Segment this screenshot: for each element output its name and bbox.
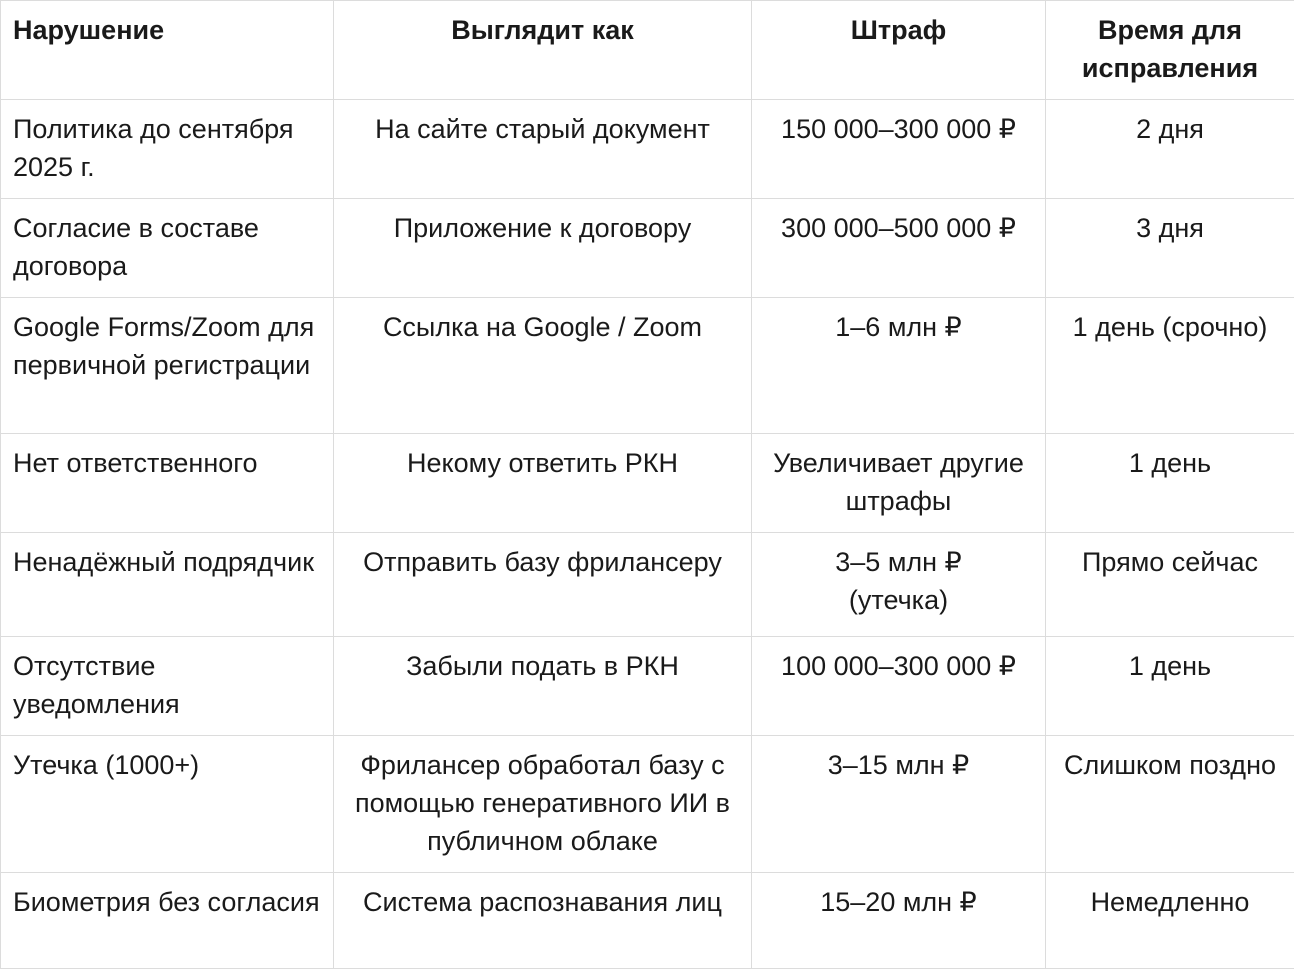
cell-fine: 100 000–300 000 ₽ xyxy=(752,637,1046,736)
cell-fix-time: Слишком поздно xyxy=(1046,736,1294,873)
table-row xyxy=(1,637,1294,736)
header-looks-like: Выглядит как xyxy=(334,1,752,100)
cell-fine: 150 000–300 000 ₽ xyxy=(752,100,1046,199)
cell-fix-time: 1 день (срочно) xyxy=(1046,298,1294,434)
cell-fine: 15–20 млн ₽ xyxy=(752,873,1046,969)
cell-looks-like: Забыли подать в РКН xyxy=(334,637,752,736)
table-row xyxy=(1,434,1294,533)
cell-fine: 3–5 млн ₽ (утечка) xyxy=(752,533,1046,637)
cell-fine: 3–15 млн ₽ xyxy=(752,736,1046,873)
cell-fine: Увеличивает другие штрафы xyxy=(752,434,1046,533)
header-fix-time: Время для исправления xyxy=(1046,1,1294,100)
cell-violation: Согласие в составе договора xyxy=(1,199,334,298)
cell-fix-time: Прямо сейчас xyxy=(1046,533,1294,637)
cell-violation: Ненадёжный подрядчик xyxy=(1,533,334,637)
cell-looks-like: Отправить базу фрилансеру xyxy=(334,533,752,637)
cell-looks-like: Некому ответить РКН xyxy=(334,434,752,533)
cell-looks-like: На сайте старый документ xyxy=(334,100,752,199)
cell-fine: 1–6 млн ₽ xyxy=(752,298,1046,434)
header-fine: Штраф xyxy=(752,1,1046,100)
table-row xyxy=(1,298,1294,434)
cell-looks-like: Фрилансер обработал базу с помощью генеративного ИИ в публичном облаке xyxy=(334,736,752,873)
table-row xyxy=(1,873,1294,969)
cell-violation: Утечка (1000+) xyxy=(1,736,334,873)
table-header-row xyxy=(1,1,1294,100)
cell-looks-like: Ссылка на Google / Zoom xyxy=(334,298,752,434)
cell-violation: Биометрия без согласия xyxy=(1,873,334,969)
cell-fix-time: 1 день xyxy=(1046,434,1294,533)
cell-fix-time: 3 дня xyxy=(1046,199,1294,298)
cell-violation: Нет ответственного xyxy=(1,434,334,533)
table-row xyxy=(1,100,1294,199)
header-violation: Нарушение xyxy=(1,1,334,100)
cell-looks-like: Система распознавания лиц xyxy=(334,873,752,969)
table-row xyxy=(1,736,1294,873)
cell-fix-time: 1 день xyxy=(1046,637,1294,736)
table-row xyxy=(1,533,1294,637)
cell-fine: 300 000–500 000 ₽ xyxy=(752,199,1046,298)
cell-fix-time: 2 дня xyxy=(1046,100,1294,199)
cell-violation: Политика до сентября 2025 г. xyxy=(1,100,334,199)
cell-fix-time: Немедленно xyxy=(1046,873,1294,969)
cell-looks-like: Приложение к договору xyxy=(334,199,752,298)
table-row xyxy=(1,199,1294,298)
cell-violation: Отсутствие уведомления xyxy=(1,637,334,736)
cell-violation: Google Forms/Zoom для первичной регистрации xyxy=(1,298,334,434)
